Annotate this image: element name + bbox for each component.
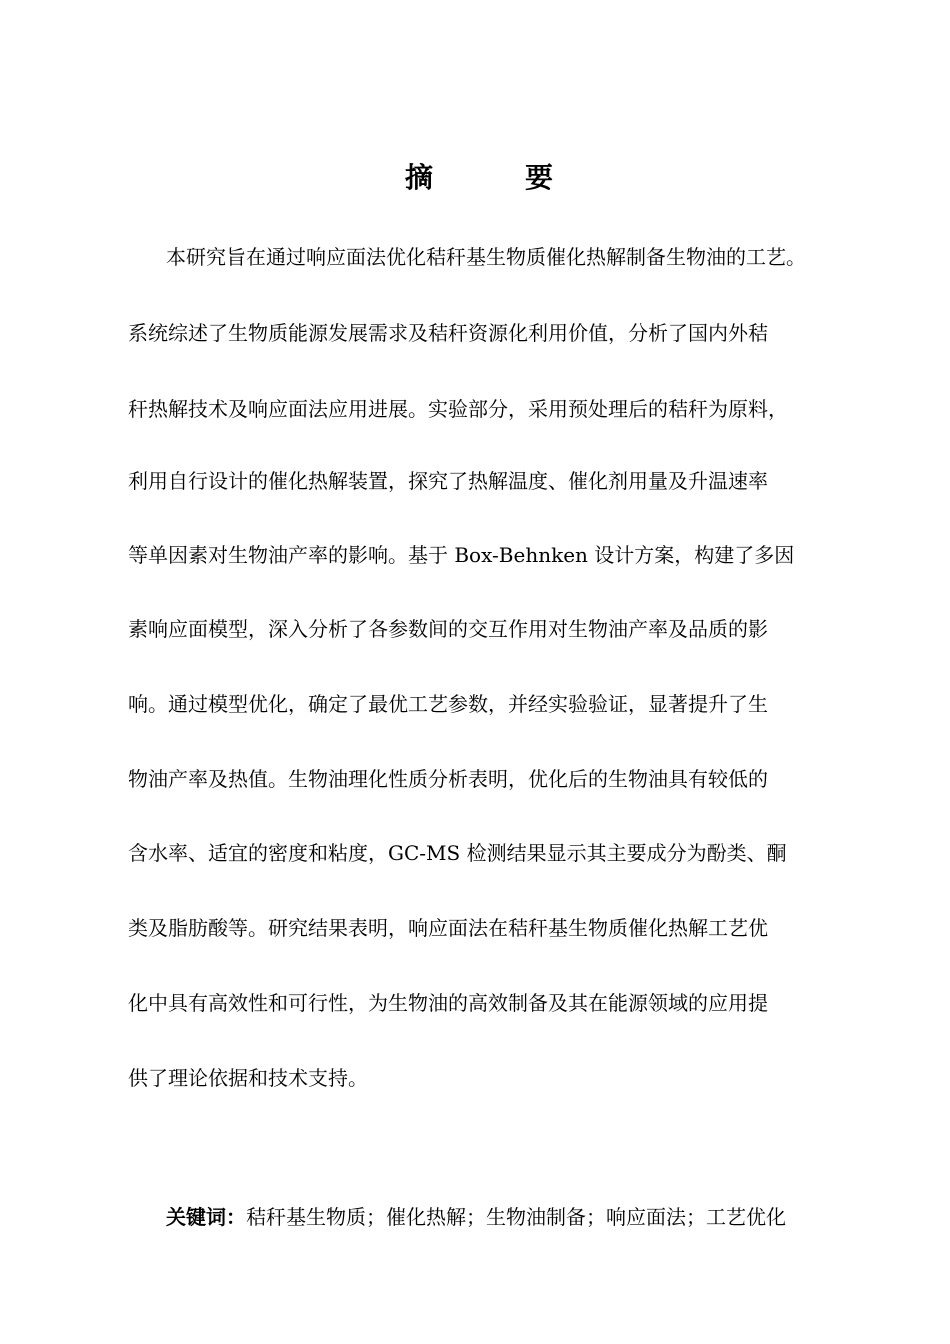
abstract-line-1: 本研究旨在通过响应面法优化秸秆基生物质催化热解制备生物油的工艺。 — [166, 245, 806, 269]
abstract-line-3: 秆热解技术及响应面法应用进展。实验部分，采用预处理后的秸秆为原料， — [128, 397, 788, 421]
keywords-line — [166, 1202, 786, 1232]
abstract-line-6: 素响应面模型，深入分析了各参数间的交互作用对生物油产率及品质的影 — [128, 617, 768, 641]
abstract-line-9: 含水率、适宜的密度和粘度，GC-MS 检测结果显示其主要成分为酚类、酮 — [128, 841, 787, 865]
abstract-line-7: 响。通过模型优化，确定了最优工艺参数，并经实验验证，显著提升了生 — [128, 692, 768, 716]
abstract-line-11: 化中具有高效性和可行性，为生物油的高效制备及其在能源领域的应用提 — [128, 991, 768, 1015]
abstract-line-5: 等单因素对生物油产率的影响。基于 Box-Behnken 设计方案，构建了多因 — [128, 543, 795, 567]
keywords-label: 关键词： — [166, 1205, 246, 1229]
abstract-line-2: 系统综述了生物质能源发展需求及秸秆资源化利用价值，分析了国内外秸 — [128, 321, 768, 345]
abstract-title: 摘 要 — [404, 161, 585, 194]
abstract-line-12: 供了理论依据和技术支持。 — [128, 1066, 368, 1090]
abstract-line-4: 利用自行设计的催化热解装置，探究了热解温度、催化剂用量及升温速率 — [128, 469, 768, 493]
abstract-line-8: 物油产率及热值。生物油理化性质分析表明，优化后的生物油具有较低的 — [128, 767, 768, 791]
keywords-text: 秸秆基生物质；催化热解；生物油制备；响应面法；工艺优化 — [246, 1205, 786, 1229]
abstract-line-10: 类及脂肪酸等。研究结果表明，响应面法在秸秆基生物质催化热解工艺优 — [128, 916, 768, 940]
